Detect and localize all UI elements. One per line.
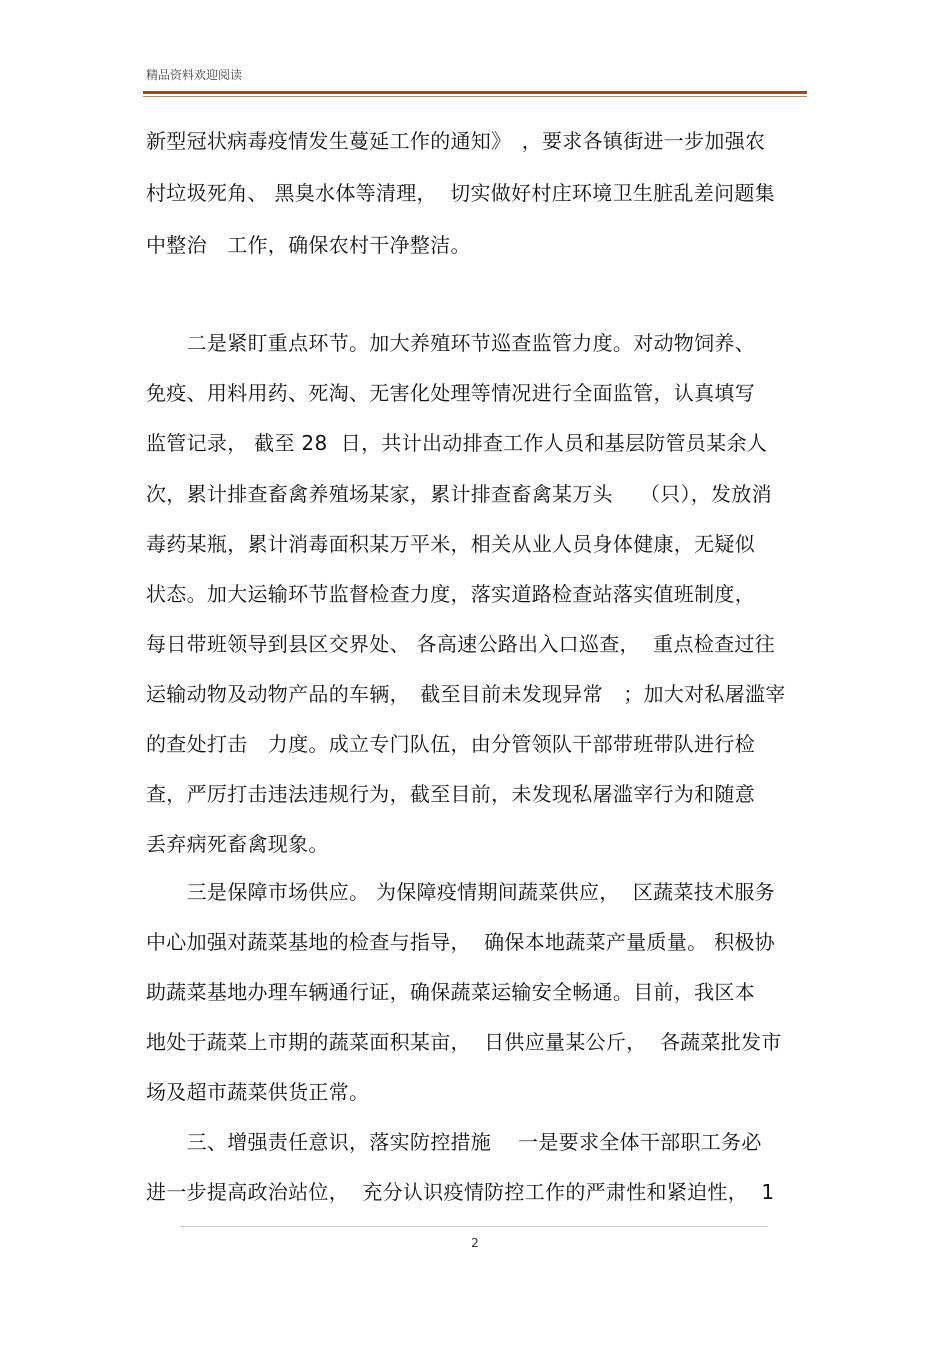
text-line: 监管记录， 截至 28 日，共计出动排查工作人员和基层防管员某余人 [146,431,768,455]
header-rule-thin [143,96,807,97]
text-line: 次，累计排查畜禽养殖场某家，累计排查畜禽某万头 （只），发放消 [146,482,772,506]
text-line: 助蔬菜基地办理车辆通行证，确保蔬菜运输安全畅通。目前，我区本 [146,980,755,1004]
text-line: 村垃圾死角、 黑臭水体等清理， 切实做好村庄环境卫生脏乱差问题集 [146,181,775,205]
page-number: 2 [471,1236,479,1250]
header-rule-thick [143,91,807,94]
text-line: 新型冠状病毒疫情发生蔓延工作的通知》 ，要求各镇街进一步加强农 [146,129,766,153]
text-line: 二是紧盯重点环节。加大养殖环节巡查监管力度。对动物饲养、 [146,331,755,355]
text-line: 运输动物及动物产品的车辆， 截至目前未发现异常 ；加大对私屠滥宰 [146,682,786,706]
text-line: 三、增强责任意识，落实防控措施 一是要求全体干部职工务必 [146,1130,762,1154]
text-line: 的查处打击 力度。成立专门队伍，由分管领队干部带班带队进行检 [146,732,755,756]
text-line: 免疫、用料用药、死淘、无害化处理等情况进行全面监管，认真填写 [146,381,755,405]
text-line: 场及超市蔬菜供货正常。 [146,1080,370,1104]
text-line: 进一步提高政治站位， 充分认识疫情防控工作的严肃性和紧迫性， 1 [146,1180,775,1204]
text-line: 三是保障市场供应。 为保障疫情期间蔬菜供应， 区蔬菜技术服务 [146,880,775,904]
text-line: 状态。加大运输环节监督检查力度，落实道路检查站落实值班制度， [146,582,755,606]
text-line: 中心加强对蔬菜基地的检查与指导， 确保本地蔬菜产量质量。 积极协 [146,930,775,954]
text-line: 查，严厉打击违法违规行为，截至目前，未发现私屠滥宰行为和随意 [146,782,755,806]
page-header: 精品资料欢迎阅读 [146,68,243,82]
text-line: 中整治 工作，确保农村干净整洁。 [146,233,471,257]
text-line: 毒药某瓶，累计消毒面积某万平米，相关从业人员身体健康，无疑似 [146,532,755,556]
footer-rule [180,1226,768,1227]
text-line: 丢弃病死畜禽现象。 [146,832,329,856]
text-line: 地处于蔬菜上市期的蔬菜面积某亩， 日供应量某公斤， 各蔬菜批发市 [146,1030,782,1054]
text-line: 每日带班领导到县区交界处、 各高速公路出入口巡查， 重点检查过往 [146,632,775,656]
